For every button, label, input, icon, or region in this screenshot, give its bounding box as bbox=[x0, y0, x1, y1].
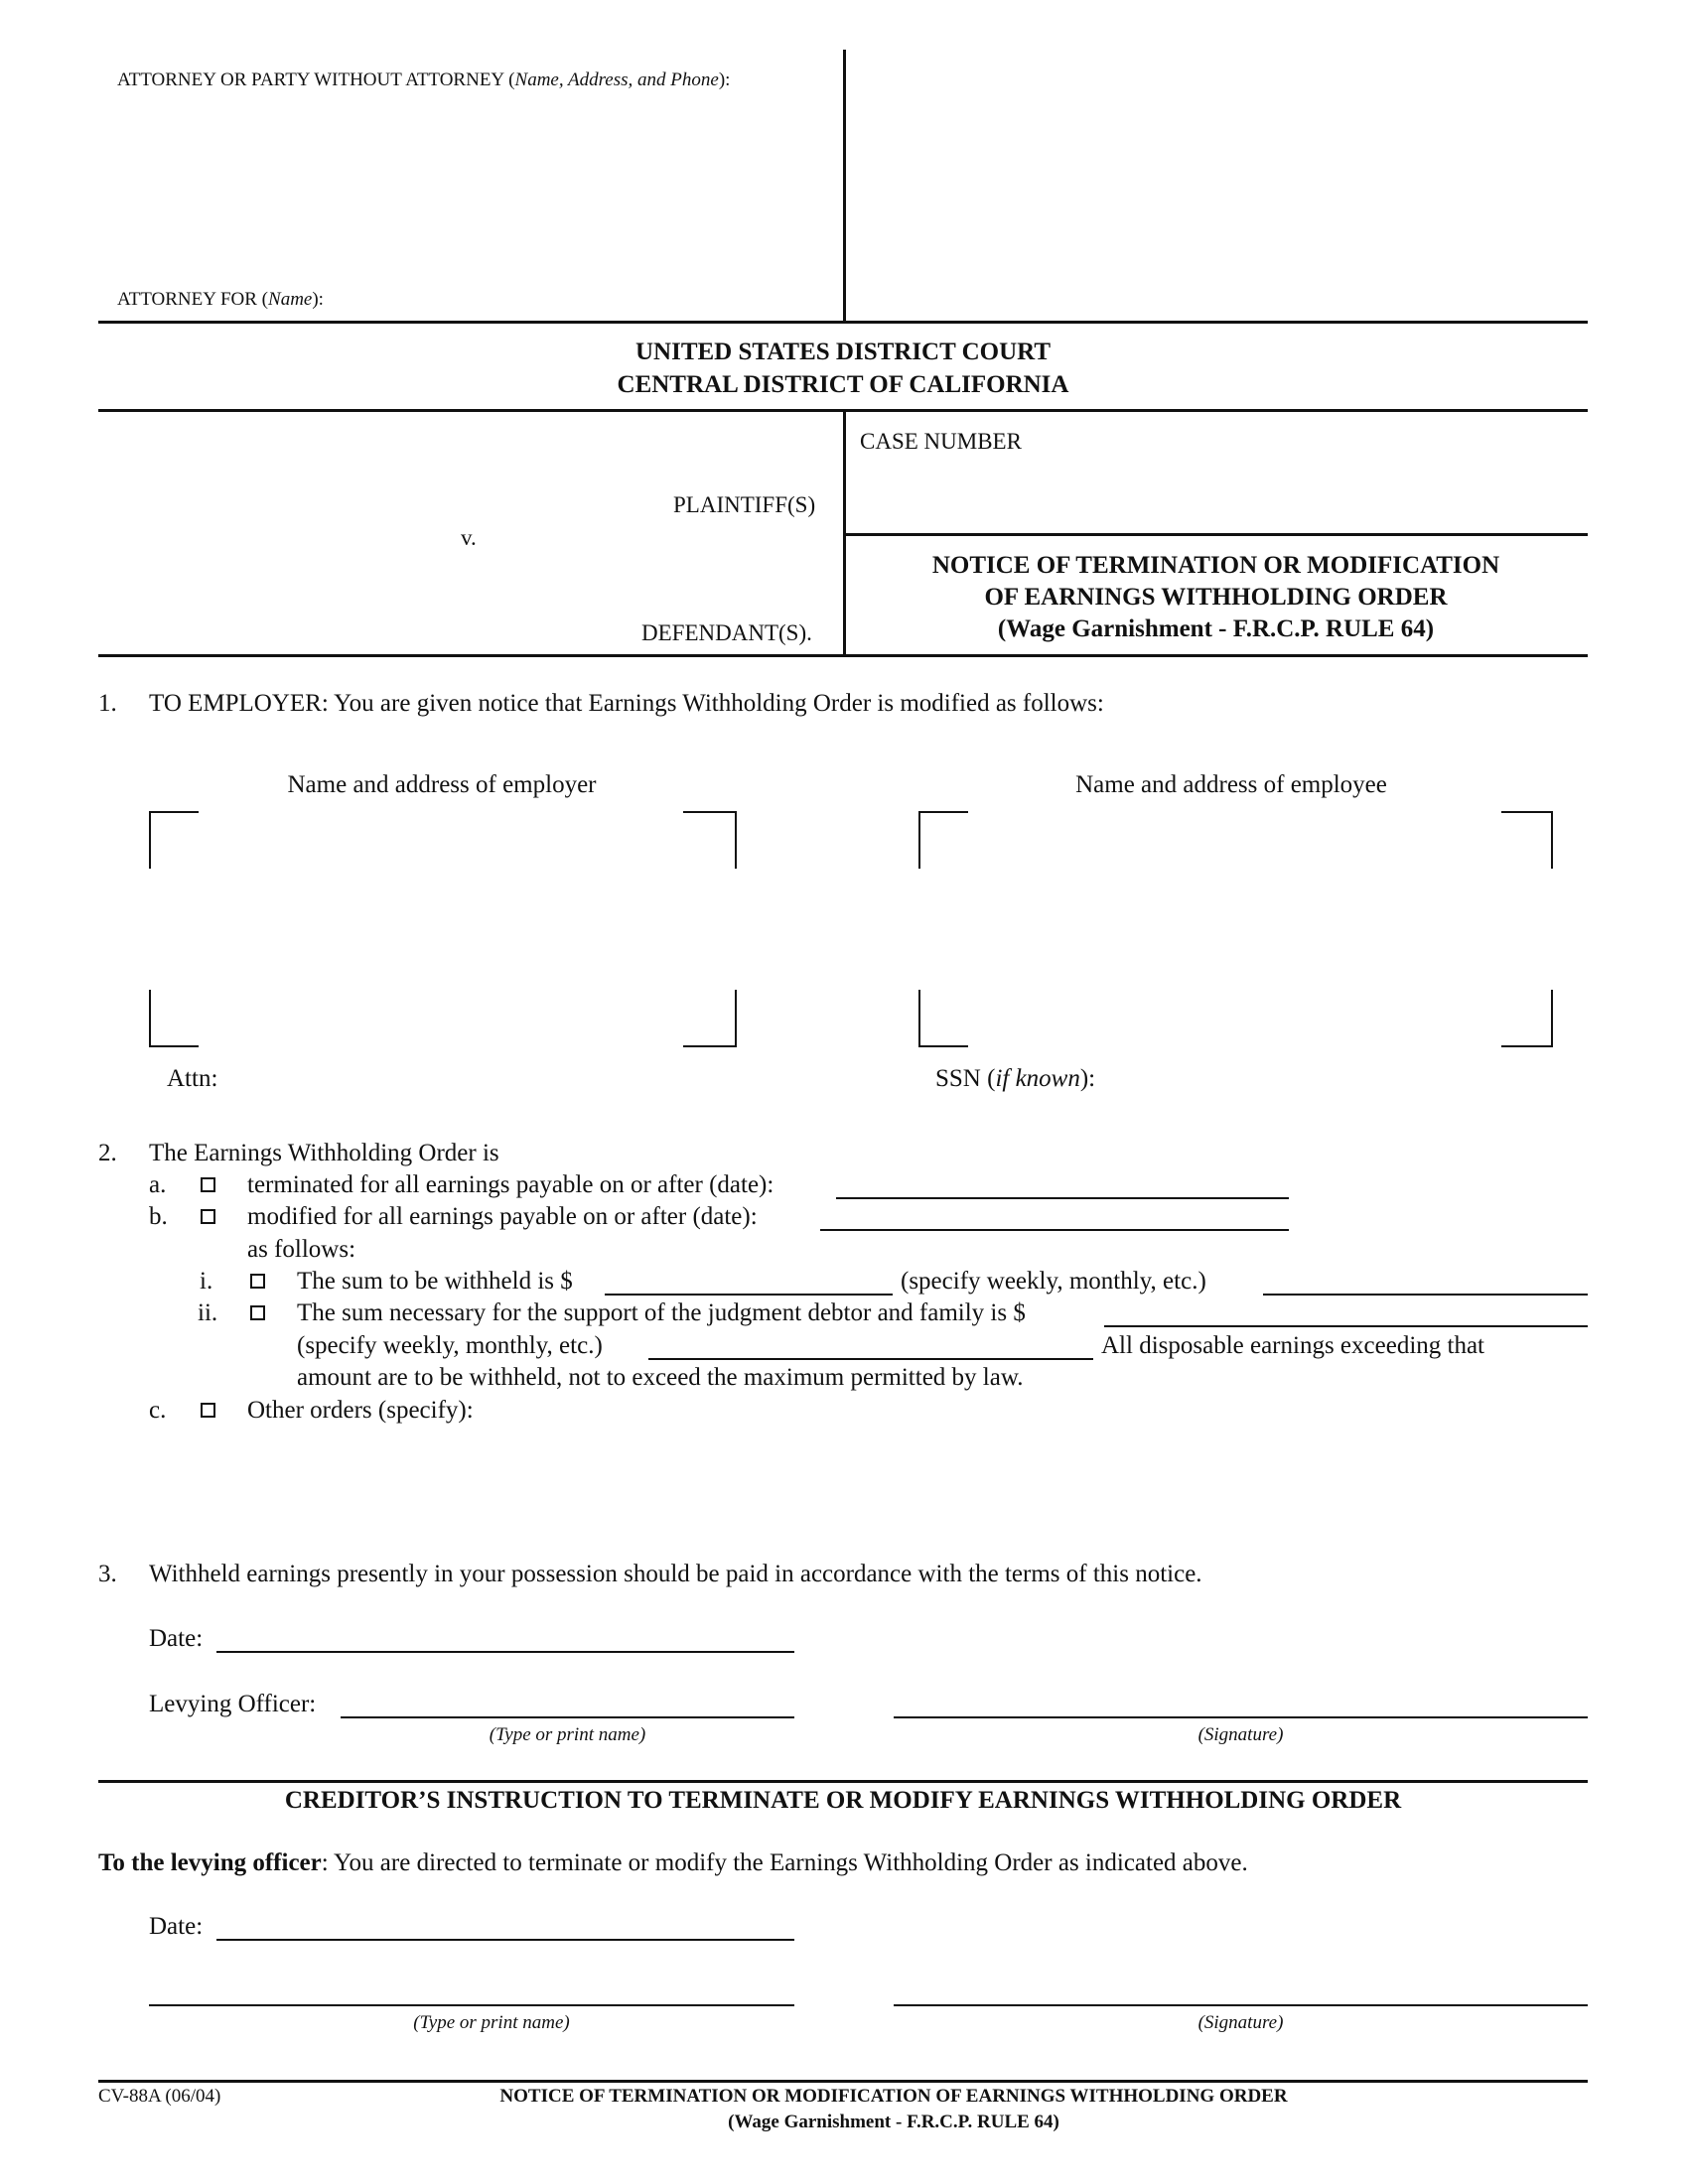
sum-withheld-checkbox[interactable] bbox=[250, 1274, 265, 1289]
sum-withheld-period-field[interactable] bbox=[1263, 1294, 1588, 1296]
modified-checkbox[interactable] bbox=[201, 1209, 215, 1224]
ssn-label: SSN (if known): bbox=[935, 1065, 1096, 1092]
plaintiffs-label: PLAINTIFF(S) bbox=[673, 492, 816, 517]
creditor-instruction: To the levying officer: You are directed to terminate or modify the Earnings Withholding Order as indicated above. bbox=[98, 1849, 1248, 1876]
item-i-text: The sum to be withheld is $ bbox=[297, 1268, 573, 1295]
levying-officer-signature-field[interactable] bbox=[894, 1716, 1588, 1718]
employee-address-box-corner bbox=[918, 990, 968, 1047]
section3-text: Withheld earnings presently in your possession should be paid in accordance with the terms of this notice. bbox=[149, 1561, 1202, 1587]
rule bbox=[98, 2080, 1588, 2083]
attn-label: Attn: bbox=[167, 1065, 218, 1092]
footer-title-line1: NOTICE OF TERMINATION OR MODIFICATION OF EARNINGS WITHHOLDING ORDER bbox=[499, 2086, 1288, 2107]
other-orders-checkbox[interactable] bbox=[201, 1403, 215, 1418]
creditor-heading: CREDITOR’S INSTRUCTION TO TERMINATE OR MODIFY EARNINGS WITHHOLDING ORDER bbox=[284, 1787, 1402, 1814]
employer-address-box-corner bbox=[149, 990, 199, 1047]
item-ii-continuation1: All disposable earnings exceeding that bbox=[1101, 1332, 1484, 1359]
item-ii-num: ii. bbox=[198, 1299, 218, 1326]
employee-address-box-corner bbox=[1501, 990, 1553, 1047]
form-id: CV-88A (06/04) bbox=[98, 2086, 221, 2107]
court-name-line2: CENTRAL DISTRICT OF CALIFORNIA bbox=[617, 371, 1069, 398]
notice-title-line2: OF EARNINGS WITHHOLDING ORDER bbox=[984, 584, 1448, 611]
court-name-line1: UNITED STATES DISTRICT COURT bbox=[635, 339, 1051, 365]
employer-address-box[interactable] bbox=[149, 811, 199, 869]
rule bbox=[98, 654, 1588, 657]
section3-number: 3. bbox=[98, 1561, 117, 1587]
item-a-text: terminated for all earnings payable on or after (date): bbox=[247, 1171, 774, 1198]
type-name-caption: (Type or print name) bbox=[489, 1724, 646, 1745]
employer-label: Name and address of employer bbox=[287, 771, 597, 798]
item-b-text: modified for all earnings payable on or after (date): bbox=[247, 1203, 758, 1230]
notice-title-line1: NOTICE OF TERMINATION OR MODIFICATION bbox=[931, 552, 1500, 579]
terminated-date-field[interactable] bbox=[836, 1197, 1289, 1199]
creditor-type-name-caption: (Type or print name) bbox=[413, 2012, 570, 2033]
creditor-name-field[interactable] bbox=[149, 2004, 794, 2006]
case-number-label: CASE NUMBER bbox=[860, 429, 1022, 454]
section2-intro: The Earnings Withholding Order is bbox=[149, 1140, 499, 1166]
item-i-num: i. bbox=[200, 1268, 213, 1295]
creditor-signature-field[interactable] bbox=[894, 2004, 1588, 2006]
as-follows-label: as follows: bbox=[247, 1236, 356, 1263]
footer-title-line2: (Wage Garnishment - F.R.C.P. RULE 64) bbox=[728, 2112, 1059, 2132]
attorney-label: ATTORNEY OR PARTY WITHOUT ATTORNEY (Name, Address, and Phone): bbox=[117, 69, 731, 90]
versus-label: v. bbox=[461, 525, 477, 550]
support-sum-amount-field[interactable] bbox=[1104, 1325, 1588, 1327]
terminated-checkbox[interactable] bbox=[201, 1177, 215, 1192]
rule bbox=[98, 321, 1588, 324]
item-ii-continuation2: amount are to be withheld, not to exceed the maximum permitted by law. bbox=[297, 1364, 1024, 1391]
section1-text: TO EMPLOYER: You are given notice that Earnings Withholding Order is modified as follows: bbox=[149, 690, 1104, 717]
signature-caption: (Signature) bbox=[1197, 1724, 1284, 1745]
levying-officer-name-field[interactable] bbox=[341, 1716, 794, 1718]
item-c-letter: c. bbox=[149, 1397, 167, 1424]
defendants-label: DEFENDANT(S). bbox=[641, 620, 812, 645]
employer-address-box-corner bbox=[683, 990, 737, 1047]
item-ii-specify: (specify weekly, monthly, etc.) bbox=[297, 1332, 603, 1359]
item-c-text: Other orders (specify): bbox=[247, 1397, 474, 1424]
notice-title-line3: (Wage Garnishment - F.R.C.P. RULE 64) bbox=[997, 615, 1435, 642]
support-sum-checkbox[interactable] bbox=[250, 1305, 265, 1320]
attorney-for-label: ATTORNEY FOR (Name): bbox=[117, 289, 324, 310]
section1-number: 1. bbox=[98, 690, 117, 717]
employee-address-box-corner bbox=[1501, 811, 1553, 869]
rule bbox=[844, 533, 1588, 536]
modified-date-field[interactable] bbox=[820, 1229, 1289, 1231]
support-sum-period-field[interactable] bbox=[648, 1358, 1093, 1360]
item-a-letter: a. bbox=[149, 1171, 167, 1198]
sum-withheld-amount-field[interactable] bbox=[605, 1294, 893, 1296]
section3-date-label: Date: bbox=[149, 1625, 204, 1652]
creditor-date-field[interactable] bbox=[216, 1939, 794, 1941]
item-i-specify: (specify weekly, monthly, etc.) bbox=[901, 1268, 1206, 1295]
rule bbox=[98, 1780, 1588, 1783]
employee-label: Name and address of employee bbox=[1075, 771, 1387, 798]
creditor-signature-caption: (Signature) bbox=[1197, 2012, 1284, 2033]
header-divider bbox=[843, 50, 846, 322]
section2-number: 2. bbox=[98, 1140, 117, 1166]
item-b-letter: b. bbox=[149, 1203, 168, 1230]
employee-address-box[interactable] bbox=[918, 811, 968, 869]
item-ii-text: The sum necessary for the support of the judgment debtor and family is $ bbox=[297, 1299, 1026, 1326]
employer-address-box-corner bbox=[683, 811, 737, 869]
section3-date-field[interactable] bbox=[216, 1651, 794, 1653]
creditor-date-label: Date: bbox=[149, 1913, 204, 1940]
levying-officer-label: Levying Officer: bbox=[149, 1691, 317, 1717]
